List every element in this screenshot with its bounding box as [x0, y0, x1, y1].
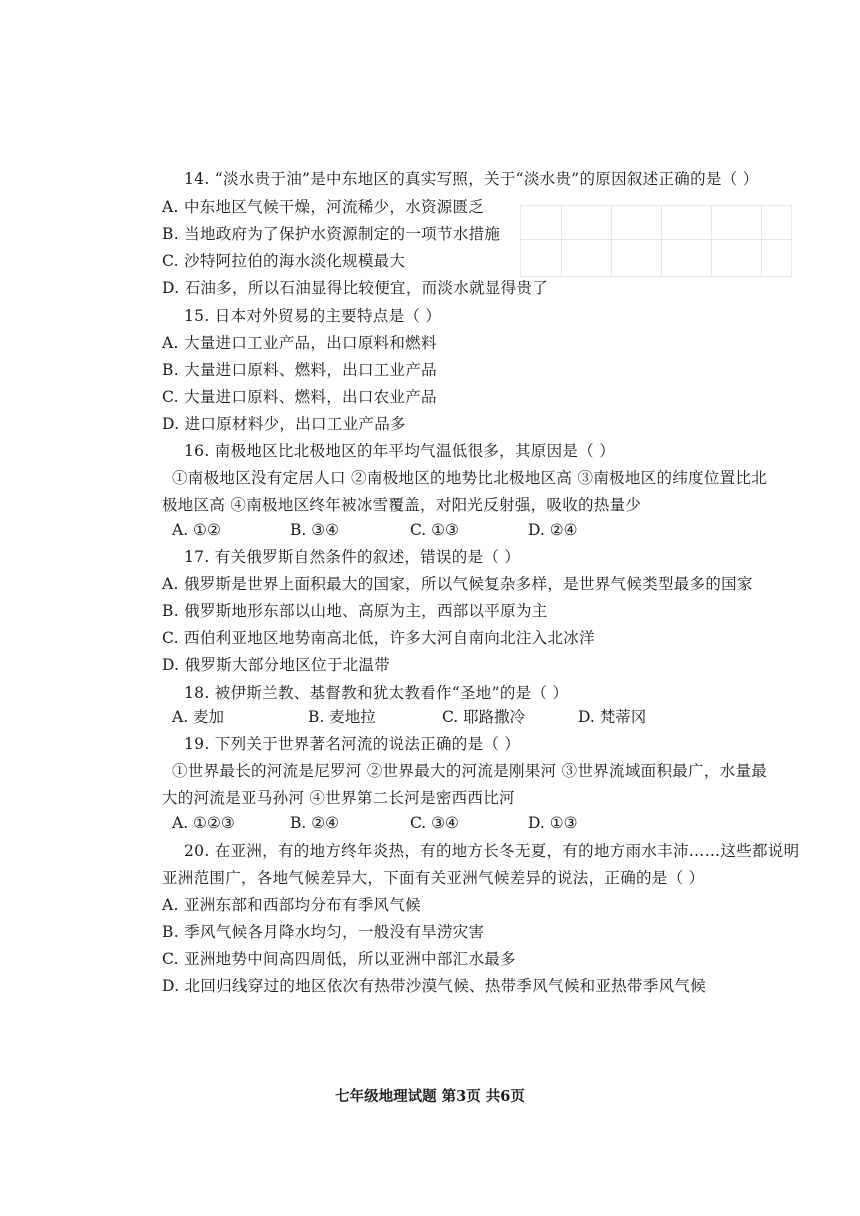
statement-line: ①南极地区没有定居人口 ②南极地区的地势比北极地区高 ③南极地区的纬度位置比北 [172, 469, 768, 487]
option-d: D. 进口原材料少，出口工业产品多 [162, 415, 406, 433]
question-stem: 20. 在亚洲，有的地方终年炎热，有的地方长冬无夏，有的地方雨水丰沛……这些都说明 [184, 842, 800, 860]
choice-d: D. ①③ [528, 814, 578, 832]
option-b: B. 大量进口原料、燃料，出口工业产品 [162, 361, 437, 379]
option-b: B. 俄罗斯地形东部以山地、高原为主，西部以平原为主 [162, 602, 548, 620]
choice-d: D. 梵蒂冈 [578, 708, 647, 726]
statement-line: ①世界最长的河流是尼罗河 ②世界最大的河流是刚果河 ③世界流域面积最广，水量最 [172, 762, 768, 780]
choice-c: C. ③④ [410, 814, 459, 832]
statement-line: 极地区高 ④南极地区终年被冰雪覆盖，对阳光反射强，吸收的热量少 [162, 496, 642, 514]
question-stem: 18. 被伊斯兰教、基督教和犹太教看作“圣地”的是（ ） [184, 684, 569, 702]
question-stem: 14. “淡水贵于油”是中东地区的真实写照，关于“淡水贵”的原因叙述正确的是（ ） [184, 170, 759, 188]
question-stem: 17. 有关俄罗斯自然条件的叙述，错误的是（ ） [184, 548, 521, 566]
option-d: D. 北回归线穿过的地区依次有热带沙漠气候、热带季风气候和亚热带季风气候 [162, 977, 707, 995]
option-a: A. 亚洲东部和西部均分布有季风气候 [162, 896, 421, 914]
option-c: C. 大量进口原料、燃料，出口农业产品 [162, 388, 437, 406]
option-b: B. 季风气候各月降水均匀，一般没有旱涝灾害 [162, 923, 485, 941]
choice-b: B. ③④ [290, 521, 340, 539]
question-stem: 16. 南极地区比北极地区的年平均气温低很多，其原因是（ ） [184, 442, 616, 460]
option-c: C. 西伯利亚地区地势南高北低，许多大河自南向北注入北冰洋 [162, 629, 595, 647]
option-c: C. 亚洲地势中间高四周低，所以亚洲中部汇水最多 [162, 950, 516, 968]
choice-b: B. ②④ [290, 814, 340, 832]
choice-a: A. ①② [172, 521, 221, 539]
choice-b: B. 麦地拉 [308, 708, 376, 726]
question-stem: 19. 下列关于世界著名河流的说法正确的是（ ） [184, 735, 521, 753]
option-a: A. 中东地区气候干燥，河流稀少，水资源匮乏 [162, 198, 485, 216]
choice-a: A. 麦加 [172, 708, 225, 726]
question-stem-continued: 亚洲范围广，各地气候差异大，下面有关亚洲气候差异的说法，正确的是（ ） [162, 869, 705, 887]
statement-line: 大的河流是亚马孙河 ④世界第二长河是密西西比河 [162, 789, 515, 807]
page-footer: 七年级地理试题 第3页 共6页 [335, 1088, 525, 1105]
option-d: D. 石油多，所以石油显得比较便宜，而淡水就显得贵了 [162, 279, 549, 297]
option-a: A. 大量进口工业产品，出口原料和燃料 [162, 334, 437, 352]
choice-c: C. ①③ [410, 521, 459, 539]
choice-a: A. ①②③ [172, 814, 235, 832]
choice-d: D. ②④ [528, 521, 578, 539]
question-stem: 15. 日本对外贸易的主要特点是（ ） [184, 307, 442, 325]
option-d: D. 俄罗斯大部分地区位于北温带 [162, 656, 391, 674]
option-a: A. 俄罗斯是世界上面积最大的国家，所以气候复杂多样，是世界气候类型最多的国家 [162, 575, 753, 593]
choice-c: C. 耶路撒冷 [442, 708, 526, 726]
option-c: C. 沙特阿拉伯的海水淡化规模最大 [162, 252, 406, 270]
option-b: B. 当地政府为了保护水资源制定的一项节水措施 [162, 225, 501, 243]
bleed-through-table [520, 205, 792, 277]
